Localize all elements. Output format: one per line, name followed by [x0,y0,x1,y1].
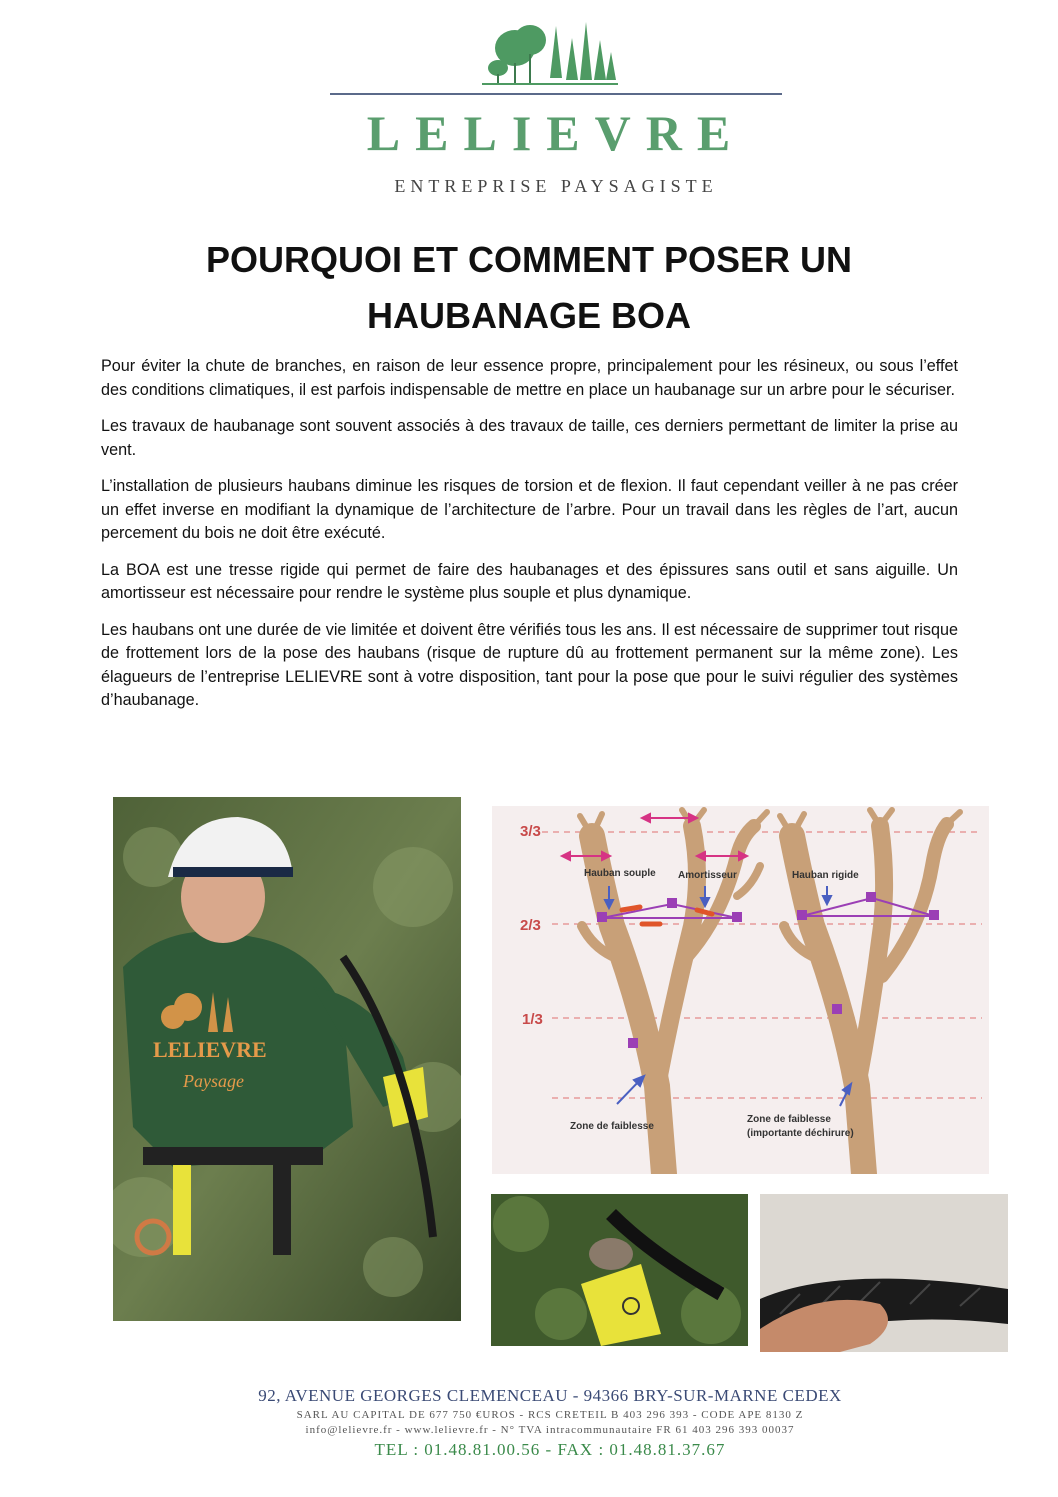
title-line-1: POURQUOI ET COMMENT POSER UN [205,239,853,280]
paragraph: Pour éviter la chute de branches, en raison de leur essence propre, principalement pour les résineux, ou sous l’effet des conditions climatiques, il est parfois indispensable de mettre en place un haubanage sur un arbre pour le sécuriser. [101,357,958,399]
document-title [100,232,958,344]
photo-arborist-climber [113,797,461,1321]
footer-legal: SARL AU CAPITAL DE 677 750 €UROS - RCS CRETEIL B 403 296 393 - CODE APE 8130 Z [296,1409,804,1421]
paragraph: L’installation de plusieurs haubans diminue les risques de torsion et de flexion. Il faut cependant veiller à ne pas créer un effet inverse en modifiant la dynamique de l’architecture de l’arbre. Pour un travail dans les règles de l’art, aucun percement du bois ne doit être exécuté. [101,477,958,542]
haubanage-diagram [492,806,989,1174]
brand-tagline: ENTREPRISE PAYSAGISTE [394,176,718,196]
body-text [101,355,958,726]
title-line-2: HAUBANAGE BOA [367,295,691,336]
label-hauban-rigide: Hauban rigide [792,870,859,881]
paragraph: Les travaux de haubanage sont souvent associés à des travaux de taille, ces derniers permettant de limiter la prise au vent. [101,417,958,459]
label-zone-faiblesse-right: Zone de faiblesse [747,1114,831,1125]
level-2-label: 2/3 [520,917,541,934]
label-zone-faiblesse-left: Zone de faiblesse [570,1121,654,1132]
label-zone-faiblesse-right-detail: (importante déchirure) [747,1128,854,1139]
photo-braided-rope [760,1194,1008,1352]
paragraph: Les haubans ont une durée de vie limitée et doivent être vérifiés tous les ans. Il est nécessaire de supprimer tout risque de frottement lors de la pose des haubans (risque de rupture dû au frottement permanent sur la même zone). Les élagueurs de l’entreprise LELIEVRE sont à votre disposition, tant pour la pose que pour le suivi régulier des systèmes d’haubanage. [101,620,958,709]
level-1-label: 1/3 [522,1011,543,1028]
shirt-brand-text: LELIEVRE [153,1037,267,1062]
shirt-sub-text: Paysage [183,1071,244,1091]
paragraph: La BOA est une tresse rigide qui permet de faire des haubanages et des épissures sans outil et sans aiguille. Un amortisseur est nécessaire pour rendre le système plus souple et plus dynamique. [101,560,958,602]
footer-phone: TEL : 01.48.81.00.56 - FAX : 01.48.81.37.67 [374,1440,726,1459]
footer-address: 92, AVENUE GEORGES CLEMENCEAU - 94366 BRY-SUR-MARNE CEDEX [258,1386,842,1405]
logo-divider [330,93,782,95]
trees-logo-icon [480,18,620,88]
photo-gloved-hand-rope [491,1194,748,1346]
label-hauban-souple: Hauban souple [584,868,656,879]
brand-name: LELIEVRE [366,105,746,161]
label-amortisseur: Amortisseur [678,870,737,881]
footer-contact: info@lelievre.fr - www.lelievre.fr - N° TVA intracommunautaire FR 61 403 296 393 00037 [305,1424,795,1436]
level-3-label: 3/3 [520,823,541,840]
